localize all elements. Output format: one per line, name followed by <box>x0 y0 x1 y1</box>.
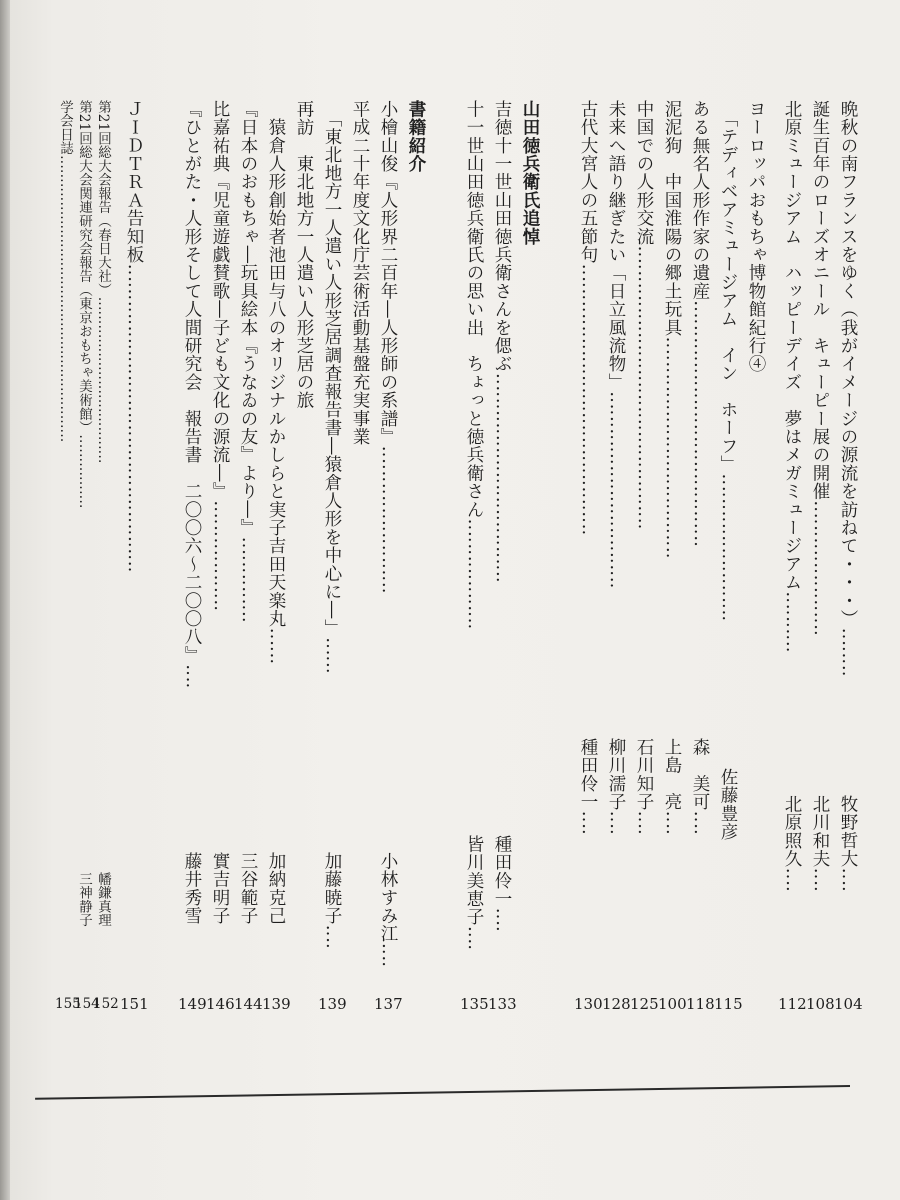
entry-title: 古代大宮人の五節句‥‥‥‥‥‥‥‥‥‥‥‥‥‥‥‥‥‥‥‥‥‥ <box>578 100 598 536</box>
toc-entry <box>488 100 516 1085</box>
entry-author: 上島 亮‥‥ <box>662 738 682 836</box>
toc-entry <box>120 100 148 1085</box>
entry-title: 中国での人形交流‥‥‥‥‥‥‥‥‥‥‥‥‥‥‥‥‥‥‥‥‥‥‥ <box>634 100 654 531</box>
section-heading <box>402 100 430 1085</box>
entry-title: 泥泥狗 中国淮陽の郷土玩具‥‥‥‥‥‥‥‥‥‥‥‥‥‥‥‥‥‥ <box>662 100 682 560</box>
toc-entry <box>93 100 119 1085</box>
toc-entry <box>178 100 206 1085</box>
entry-title: 猿倉人形創始者池田与八のオリジナルかしらと実子吉田天楽丸‥‥‥ <box>266 100 286 665</box>
entry-title: 北原ミュージアム ハッピーデイズ 夢はメガミュージアム‥‥‥‥‥ <box>782 100 802 654</box>
entry-title: ＪＩＤＴＲＡ告知板‥‥‥‥‥‥‥‥‥‥‥‥‥‥‥‥‥‥‥‥‥‥‥‥‥ <box>124 100 144 574</box>
entry-page-number: 144 <box>234 995 263 1013</box>
entry-page-number: 151 <box>120 995 149 1013</box>
entry-author: 皆川美恵子‥‥ <box>464 835 484 951</box>
entry-page-number: 133 <box>488 995 517 1013</box>
entry-title: 学会日誌‥‥‥‥‥‥‥‥‥‥‥‥‥‥‥‥‥‥‥‥‥‥‥‥‥‥‥‥‥‥‥ <box>57 100 73 443</box>
entry-title: ヨーロッパおもちゃ博物館紀行④ <box>746 100 766 373</box>
bottom-rule <box>35 1085 850 1100</box>
entry-author: 種田伶一‥‥ <box>492 835 512 933</box>
entry-title: 小檜山俊『人形界二百年―人形師の系譜』‥‥‥‥‥‥‥‥‥‥‥‥ <box>378 100 398 595</box>
entry-page-number: 118 <box>686 995 715 1013</box>
toc-entry <box>574 100 602 1085</box>
entry-author: 幡鎌真理 <box>95 872 111 928</box>
entry-author: 藤井秀雪 <box>182 852 202 925</box>
toc-entry <box>262 100 290 1085</box>
entry-title: 「東北地方一人遣い人形芝居調査報告書―猿倉人形を中心に―」‥‥‥ <box>322 100 342 675</box>
entry-title: 「テディベアミュージアム イン ホーフ」‥‥‥‥‥‥‥‥‥‥‥‥ <box>718 100 738 622</box>
entry-author: 佐藤豊彦 <box>718 768 738 841</box>
entry-page-number: 137 <box>374 995 403 1013</box>
toc-entry <box>460 100 488 1085</box>
entry-title: 誕生百年のローズオニール キューピー展の開催‥‥‥‥‥‥‥‥‥‥‥ <box>810 100 830 637</box>
toc-entry <box>206 100 234 1085</box>
entry-page-number: 130 <box>574 995 603 1013</box>
entry-title: 書籍紹介 <box>406 100 426 173</box>
table-of-contents <box>55 100 862 1085</box>
toc-entry <box>686 100 714 1085</box>
entry-title: 平成二十年度文化庁芸術活動基盤充実事業 <box>350 100 370 446</box>
toc-entry <box>778 100 806 1085</box>
section-heading <box>516 100 544 1085</box>
entry-page-number: 112 <box>778 995 807 1013</box>
entry-title: 晩秋の南フランスをゆく（我がイメージの源流を訪ねて・・・）‥‥‥‥ <box>838 100 858 678</box>
entry-author: 加藤暁子‥‥ <box>322 852 342 950</box>
entry-author: 牧野哲大‥‥ <box>838 795 858 893</box>
entry-author: 北川和夫‥‥ <box>810 795 830 893</box>
entry-title: 再訪 東北地方一人遣い人形芝居の旅 <box>294 100 314 410</box>
toc-entry <box>346 100 374 1085</box>
toc-entry <box>834 100 862 1085</box>
entry-page-number: 115 <box>714 995 743 1013</box>
entry-author: 石川知子‥‥ <box>634 738 654 836</box>
toc-entry <box>318 100 346 1085</box>
entry-page-number: 149 <box>178 995 207 1013</box>
toc-entry <box>806 100 834 1085</box>
entry-title: 吉徳十一世山田徳兵衛さんを偲ぶ‥‥‥‥‥‥‥‥‥‥‥‥‥‥‥‥‥ <box>492 100 512 584</box>
entry-page-number: 154 <box>74 996 100 1012</box>
toc-entry <box>658 100 686 1085</box>
entry-title: 第21回総大会関連研究会報告（東京おもちゃ美術館）‥‥‥‥‥‥‥‥ <box>76 100 92 509</box>
entry-title: 比嘉祐典『児童遊戯賛歌―子ども文化の源流―』‥‥‥‥‥‥‥‥‥ <box>210 100 230 612</box>
toc-entry <box>630 100 658 1085</box>
entry-title: 『ひとがた・人形そして人間研究会 報告書 二〇〇六〜二〇〇八』‥‥ <box>182 100 202 689</box>
entry-page-number: 139 <box>262 995 291 1013</box>
toc-entry <box>55 100 81 1085</box>
entry-page-number: 146 <box>206 995 235 1013</box>
entry-title: 『日本のおもちゃ―玩具絵本『うなゐの友』より―』‥‥‥‥‥‥‥ <box>238 100 258 624</box>
toc-entry <box>74 100 100 1085</box>
entry-title: 未来へ語り継ぎたい「日立風流物」‥‥‥‥‥‥‥‥‥‥‥‥‥‥‥‥ <box>606 100 626 590</box>
entry-page-number: 108 <box>806 995 835 1013</box>
entry-author: 北原照久‥‥ <box>782 795 802 893</box>
entry-author: 柳川濡子‥‥ <box>606 738 626 836</box>
entry-title: 十一世山田徳兵衛氏の思い出 ちょっと徳兵衛さん‥‥‥‥‥‥‥‥‥ <box>464 100 484 630</box>
entry-page-number: 135 <box>460 995 489 1013</box>
entry-author: 三神静子 <box>76 872 92 928</box>
toc-entry <box>234 100 262 1085</box>
entry-page-number: 128 <box>602 995 631 1013</box>
toc-entry <box>742 100 770 1085</box>
toc-entry <box>602 100 630 1085</box>
entry-author: 三谷範子 <box>238 852 258 925</box>
toc-entry <box>714 100 742 1085</box>
entry-page-number: 155 <box>55 996 81 1012</box>
toc-entry <box>374 100 402 1085</box>
entry-title: 第21回総大会報告（春日大社）‥‥‥‥‥‥‥‥‥‥‥‥‥‥‥‥‥‥ <box>95 100 111 464</box>
entry-title: 山田徳兵衛氏追悼 <box>520 100 540 246</box>
entry-page-number: 125 <box>630 995 659 1013</box>
entry-title: ある無名人形作家の遺産‥‥‥‥‥‥‥‥‥‥‥‥‥‥‥‥‥‥‥‥ <box>690 100 710 548</box>
entry-page-number: 139 <box>318 995 347 1013</box>
entry-author: 實吉明子 <box>210 852 230 925</box>
book-gutter-shadow <box>0 0 10 1200</box>
entry-page-number: 104 <box>834 995 863 1013</box>
entry-page-number: 100 <box>658 995 687 1013</box>
entry-page-number: 152 <box>93 996 119 1012</box>
entry-author: 加納克己 <box>266 852 286 925</box>
entry-author: 森 美可‥‥ <box>690 738 710 836</box>
toc-entry <box>290 100 318 1085</box>
entry-author: 種田伶一‥‥ <box>578 738 598 836</box>
entry-author: 小林すみ江‥‥ <box>378 852 398 968</box>
